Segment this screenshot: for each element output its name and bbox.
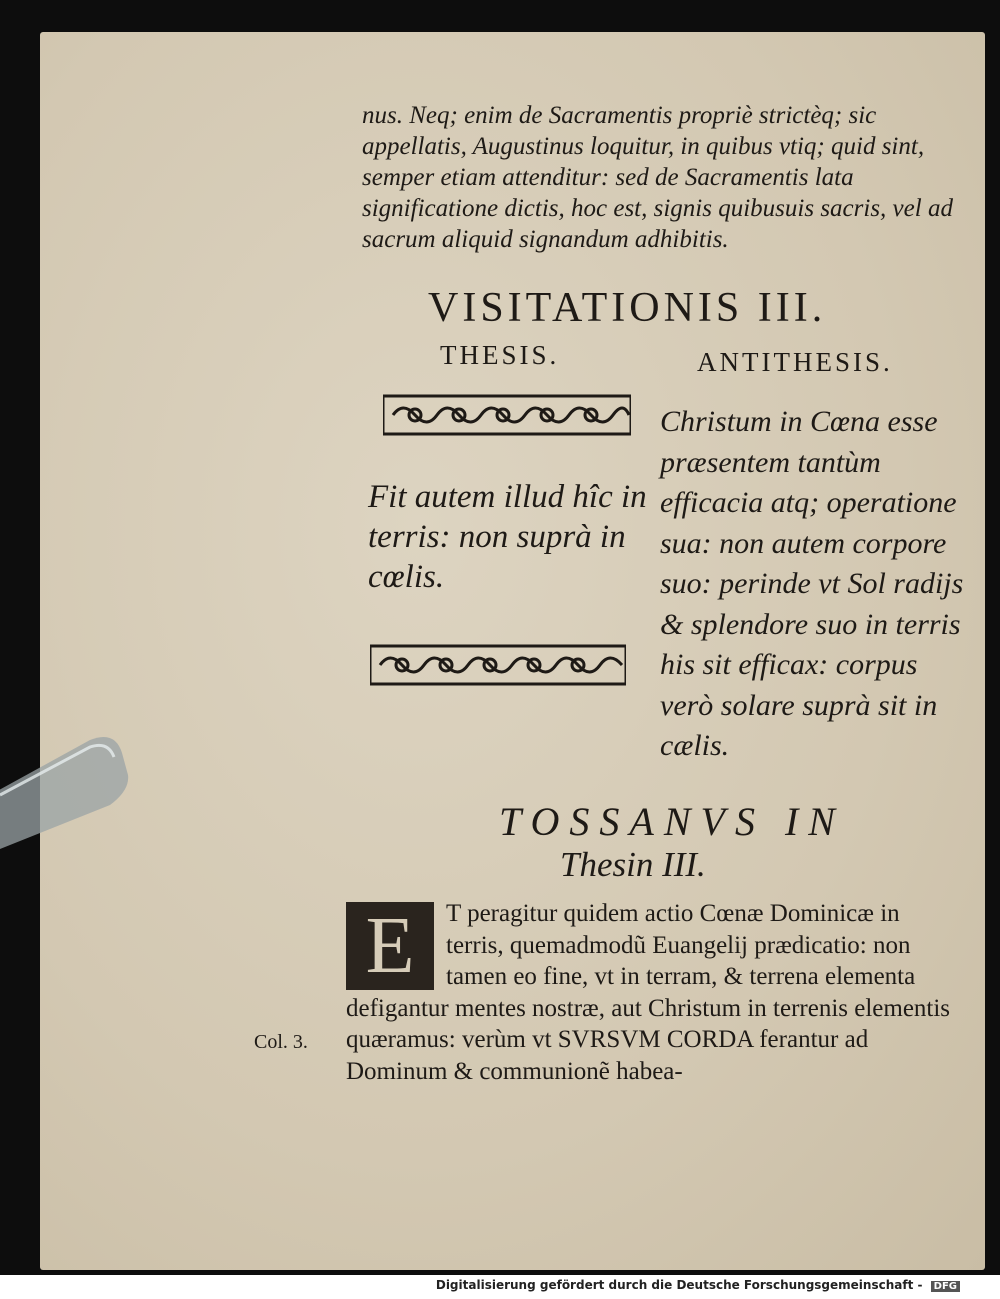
section-heading: VISITATIONIS III. [428,285,827,331]
tossanus-heading: TOSSANVS IN [499,799,845,844]
ornament-band-icon [370,642,626,688]
antithesis-label: ANTITHESIS. [697,347,893,377]
antithesis-text: Christum in Cœna esse præsentem tantùm efficacia atq; operatione sua: non autem corpore suo: perinde vt Sol radijs & splendore suo in terris his sit efficax: corpus verò solare suprà sit in cælis. [660,405,964,762]
body-text: T peragitur quidem actio Cœnæ Dominicæ in terris, quemadmodũ Euangelij prædicatio: non tamen eo fine, vt in terram, & terrena elementa defigantur mentes nostræ, aut Christum in terrenis elementis quæramus: verùm vt SVRSVM CORDA ferantur ad Dominum & communionẽ habea- [346,900,951,1085]
body-paragraph [346,898,961,1087]
ornament-band-icon [383,392,631,438]
glass-weight-icon [0,735,150,855]
thesis-label: THESIS. [440,340,560,370]
footer-text: Digitalisierung gefördert durch die Deutsche Forschungsgemeinschaft - [435,1278,923,1292]
margin-note: Col. 3. [254,1031,308,1053]
drop-cap: E [346,902,434,990]
footer-credit [436,1278,960,1292]
top-paragraph: nus. Neq; enim de Sacramentis propriè strictèq; sic appellatis, Augustinus loquitur, in quibus vtiq; quid sint, semper etiam attenditur: sed de Sacramentis lata significatione dictis, hoc est, signis quibusuis sacris, vel ad sacrum aliquid signandum adhibitis. [362,102,953,253]
thesis-text: Fit autem illud hîc in terris: non suprà in cœlis. [368,479,647,595]
thesin-heading: Thesin III. [560,845,706,884]
dfg-logo: DFG [931,1281,960,1292]
